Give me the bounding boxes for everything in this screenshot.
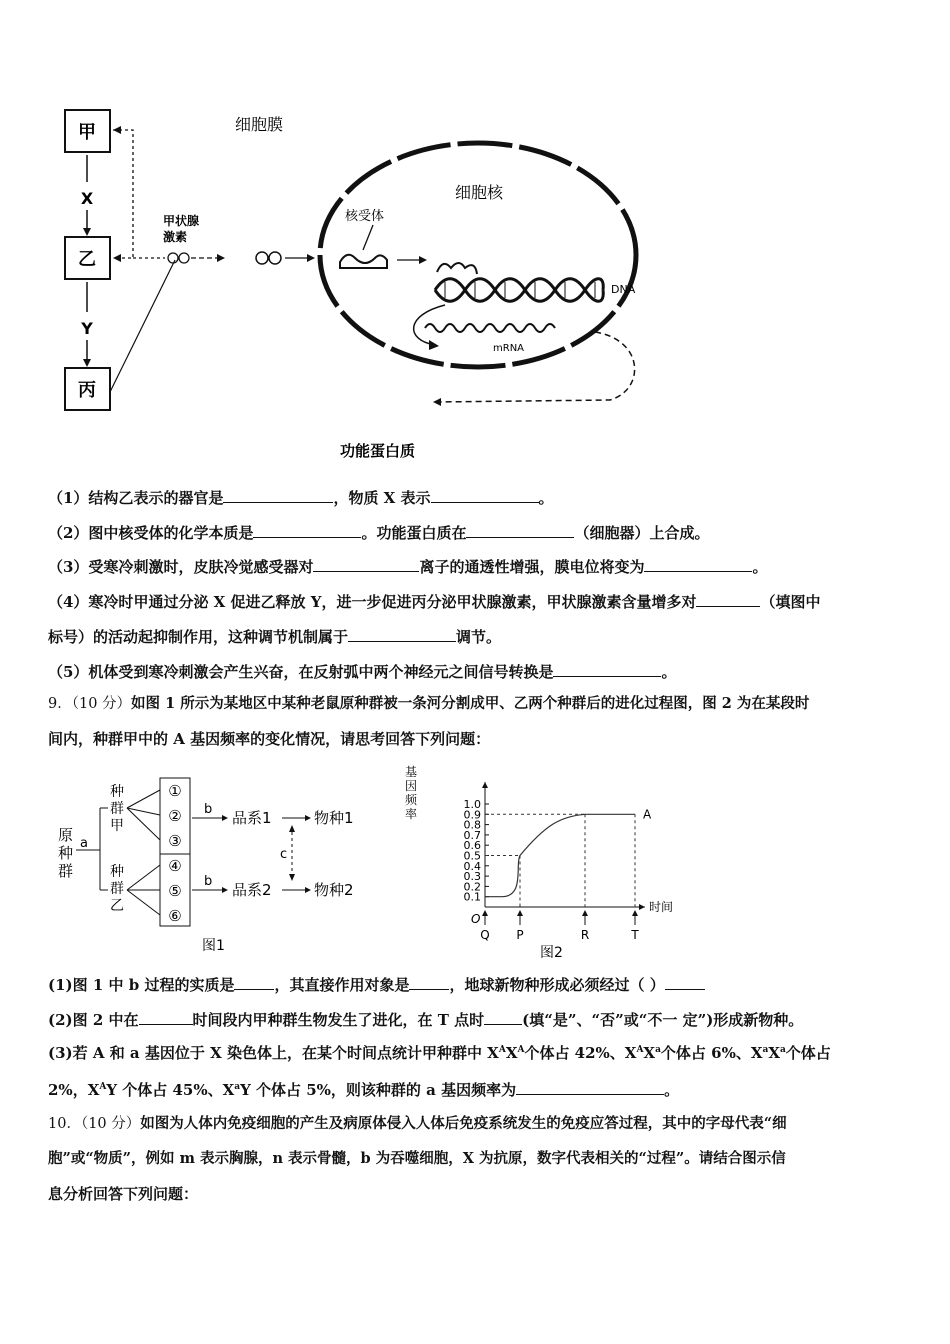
mrna-label: mRNA	[493, 343, 525, 354]
nucleus-label: 细胞核	[455, 183, 504, 202]
chart-y-arrow	[482, 782, 488, 788]
chart-origin-label: O	[471, 912, 481, 926]
label-y: Y	[81, 319, 93, 338]
label-b-1: b	[204, 802, 213, 817]
q9-p3-sup-3: A	[636, 1045, 644, 1055]
q10-line-3	[48, 1184, 198, 1204]
q8-part2	[48, 521, 709, 543]
q9-p3-text-a: (3)若 A 和 a 基因位于 X 染色体上，在某个时间点统计甲种群中 X	[48, 1044, 499, 1062]
q8-p1-text-a: （1）结构乙表示的器官是	[48, 489, 224, 507]
q9-p3-text-c: 个体占 42%、X	[524, 1044, 637, 1062]
q9-p1-blank-3[interactable]	[665, 973, 705, 990]
q8-p4-text-b: （填图中	[760, 593, 821, 611]
dna-label: DNA	[611, 283, 636, 296]
q8-part4-cont	[48, 625, 501, 647]
q9-p3-sup-2: A	[517, 1045, 525, 1055]
q8-p5-blank-1[interactable]	[553, 660, 661, 677]
q9-p3-text-b: X	[505, 1044, 518, 1062]
q8-p4-text-a: （4）寒冷时甲通过分泌 X 促进乙释放 Y，进一步促进丙分泌甲状腺激素，甲状腺激素含量增多对	[48, 593, 697, 611]
q8-p3-blank-1[interactable]	[313, 555, 419, 572]
q9-p2-blank-2[interactable]	[484, 1008, 522, 1025]
hormone-regulation-figure	[55, 100, 655, 480]
box-jia-label: 甲	[78, 122, 96, 143]
q8-p2-blank-2[interactable]	[466, 521, 574, 538]
evolution-diagram	[52, 770, 382, 960]
q8-part1	[48, 486, 554, 508]
box-yi-label: 乙	[78, 249, 96, 270]
label-b-2: b	[204, 874, 213, 889]
chart-x-tick-label: T	[631, 928, 639, 942]
q8-p5-text-a: （5）机体受到寒冷刺激会产生兴奋，在反射弧中两个神经元之间信号转换是	[48, 663, 554, 681]
orig-char-2: 种	[58, 844, 74, 862]
hormone-label-2: 激素	[163, 230, 188, 244]
q9-part2	[48, 1008, 803, 1030]
q9-p3-sup-5: a	[762, 1045, 769, 1055]
q8-p1-text-b: ，物质 X 表示	[333, 489, 431, 507]
chart-y-axis-label-char: 因	[405, 779, 418, 793]
q9-p3b-text-d: 。	[664, 1081, 680, 1099]
q9-p1-text-c: ，地球新物种形成必须经过（ ）	[449, 976, 665, 994]
receptor-shape	[340, 255, 387, 268]
chart-x-tick-label: Q	[480, 928, 490, 942]
q9-part3	[48, 1043, 831, 1063]
q10-line-1	[48, 1114, 787, 1134]
q9-p3b-sup-2: a	[234, 1082, 241, 1092]
gene-frequency-chart	[400, 762, 700, 962]
box-bing-label: 丙	[78, 380, 96, 401]
q9-p1-blank-2[interactable]	[409, 973, 449, 990]
q9-p1-blank-1[interactable]	[234, 973, 274, 990]
chart-y-tick-label: 0.4	[463, 859, 481, 873]
strain-2: 品系2	[232, 881, 272, 899]
mrna-strand	[425, 324, 555, 332]
q8-part5	[48, 660, 676, 682]
chart-x-tick-head	[582, 910, 588, 916]
q8-p1-blank-2[interactable]	[431, 486, 539, 503]
num-2: ②	[168, 807, 182, 825]
popB-char-2: 群	[110, 881, 124, 897]
q8-p1-text-c: 。	[538, 489, 554, 507]
q8-p3-text-a: （3）受寒冷刺激时，皮肤冷觉感受器对	[48, 558, 314, 576]
q9-part1	[48, 973, 705, 995]
q10-text-2: 胞”或“物质”，例如 m 表示胸腺，n 表示骨髓，b 为吞噬细胞，X 为抗原，数字代表相关的“过程”。请结合图示信	[48, 1150, 786, 1167]
cell-membrane-label: 细胞膜	[235, 115, 284, 134]
chart-y-tick-label: 0.8	[463, 818, 481, 832]
label-c: c	[280, 847, 288, 862]
q9-intro-text-1: 如图 1 所示为某地区中某种老鼠原种群被一条河分割成甲、乙两个种群后的进化过程图，图 2 为在某段时	[131, 695, 810, 712]
hormone-label-1: 甲状腺	[163, 214, 200, 228]
q9-p3b-text-b: Y 个体占 45%、X	[106, 1081, 235, 1099]
functional-protein-label: 功能蛋白质	[340, 442, 416, 460]
q8-p3-text-c: 。	[752, 558, 768, 576]
chart-y-tick-label: 0.5	[463, 849, 481, 863]
label-a: a	[80, 836, 88, 851]
q8-p2-text-a: （2）图中核受体的化学本质是	[48, 524, 254, 542]
q8-p4-blank-1[interactable]	[696, 590, 760, 607]
q9-p2-text-a: (2)图 2 中在	[48, 1011, 139, 1029]
strain-1: 品系1	[232, 809, 272, 827]
chart-y-axis-label-char: 率	[405, 807, 418, 821]
q8-p5-text-b: 。	[661, 663, 677, 681]
q8-p1-blank-1[interactable]	[223, 486, 333, 503]
chart-x-tick-label: P	[516, 928, 524, 942]
q9-p1-text-a: (1)图 1 中 b 过程的实质是	[48, 976, 235, 994]
popB-char-3: 乙	[110, 898, 124, 914]
popB-char-1: 种	[110, 864, 124, 880]
chart-x-arrow	[639, 904, 645, 910]
orig-char-3: 群	[58, 862, 74, 880]
q9-p3-text-f: X	[768, 1044, 780, 1062]
q9-intro-1	[48, 694, 809, 714]
q8-part4	[48, 590, 820, 612]
num-6: ⑥	[168, 907, 182, 925]
q10-number: 10．（10 分）	[48, 1116, 141, 1132]
q8-p2-blank-1[interactable]	[253, 521, 361, 538]
receptor-label: 核受体	[345, 209, 385, 224]
chart-y-tick-label: 0.9	[463, 808, 481, 822]
chart-x-tick-head	[482, 910, 488, 916]
popA-char-2: 群	[110, 801, 124, 817]
q9-intro-2	[48, 729, 490, 749]
species-1: 物种1	[314, 809, 354, 827]
chart-x-tick-head	[517, 910, 523, 916]
chart-y-tick-label: 0.1	[463, 890, 481, 904]
chart-curve-label: A	[643, 807, 652, 822]
q9-p3-sup-6: a	[779, 1045, 786, 1055]
q9-intro-text-2: 间内，种群甲中的 A 基因频率的变化情况，请思考回答下列问题：	[48, 730, 491, 748]
chart-y-tick-label: 0.2	[463, 880, 481, 894]
q9-number: 9．（10 分）	[48, 696, 132, 712]
popA-char-3: 甲	[110, 818, 124, 834]
chart-y-tick-label: 1.0	[463, 798, 481, 811]
label-x: X	[80, 189, 94, 208]
chart-y-tick-label: 0.3	[463, 870, 481, 884]
q9-p3-sup-4: a	[655, 1045, 661, 1055]
chart-y-axis-label-char: 频	[405, 793, 418, 807]
num-4: ④	[168, 857, 182, 875]
num-1: ①	[168, 782, 182, 800]
q8-p4-text-d: 调节。	[456, 628, 502, 646]
fig1-caption: 图1	[202, 938, 225, 954]
popA-char-1: 种	[110, 784, 124, 800]
num-5: ⑤	[168, 882, 182, 900]
dna-helix	[435, 279, 603, 302]
q9-p3-text-e: 个体占 6%、X	[660, 1044, 763, 1062]
q8-p2-text-c: （细胞器）上合成。	[574, 524, 710, 542]
q10-line-2	[48, 1149, 786, 1169]
q9-p1-text-b: ，其直接作用对象是	[274, 976, 410, 994]
chart-y-tick-label: 0.7	[463, 828, 481, 842]
q9-p3b-blank-1[interactable]	[516, 1078, 664, 1095]
orig-char-1: 原	[58, 826, 74, 844]
chart-x-tick-label: R	[580, 928, 590, 942]
chart-x-tick-head	[632, 910, 638, 916]
q9-p3-text-d: X	[643, 1044, 656, 1062]
nuclear-membrane	[320, 143, 636, 367]
q9-p3b-text-a: 2%，X	[48, 1081, 100, 1099]
q9-p3b-sup-1: A	[99, 1082, 107, 1092]
q9-p2-text-b: 时间段内甲种群生物发生了进化，在 T 点时	[192, 1011, 485, 1029]
chart-series-line	[485, 814, 635, 896]
q8-p3-blank-2[interactable]	[644, 555, 752, 572]
q8-p3-text-b: 离子的通透性增强，膜电位将变为	[419, 558, 645, 576]
q8-p4-blank-2[interactable]	[348, 625, 456, 642]
chart-y-tick-label: 0.6	[463, 839, 481, 853]
num-3: ③	[168, 832, 182, 850]
chart-x-axis-label: 时间	[649, 900, 674, 914]
q9-p2-text-c: (填“是”、“否”或“不一 定”)形成新物种。	[522, 1011, 804, 1029]
q9-p3-text-g: 个体占	[785, 1044, 831, 1062]
q9-part3-cont	[48, 1078, 679, 1100]
q10-text-1: 如图为人体内免疫细胞的产生及病原体侵入人体后免疫系统发生的免疫应答过程，其中的字母代表“细	[140, 1115, 787, 1132]
q9-p3-sup-1: A	[498, 1045, 506, 1055]
q9-p2-blank-1[interactable]	[139, 1008, 193, 1025]
q10-text-3: 息分析回答下列问题：	[48, 1185, 199, 1203]
q8-p2-text-b: 。功能蛋白质在	[361, 524, 467, 542]
q8-part3	[48, 555, 767, 577]
species-2: 物种2	[314, 881, 354, 899]
q8-p4-text-c: 标号）的活动起抑制作用，这种调节机制属于	[48, 628, 349, 646]
q9-p3b-text-c: Y 个体占 5%，则该种群的 a 基因频率为	[240, 1081, 517, 1099]
chart-y-axis-label-char: 基	[405, 765, 418, 779]
fig2-caption: 图2	[540, 945, 563, 961]
